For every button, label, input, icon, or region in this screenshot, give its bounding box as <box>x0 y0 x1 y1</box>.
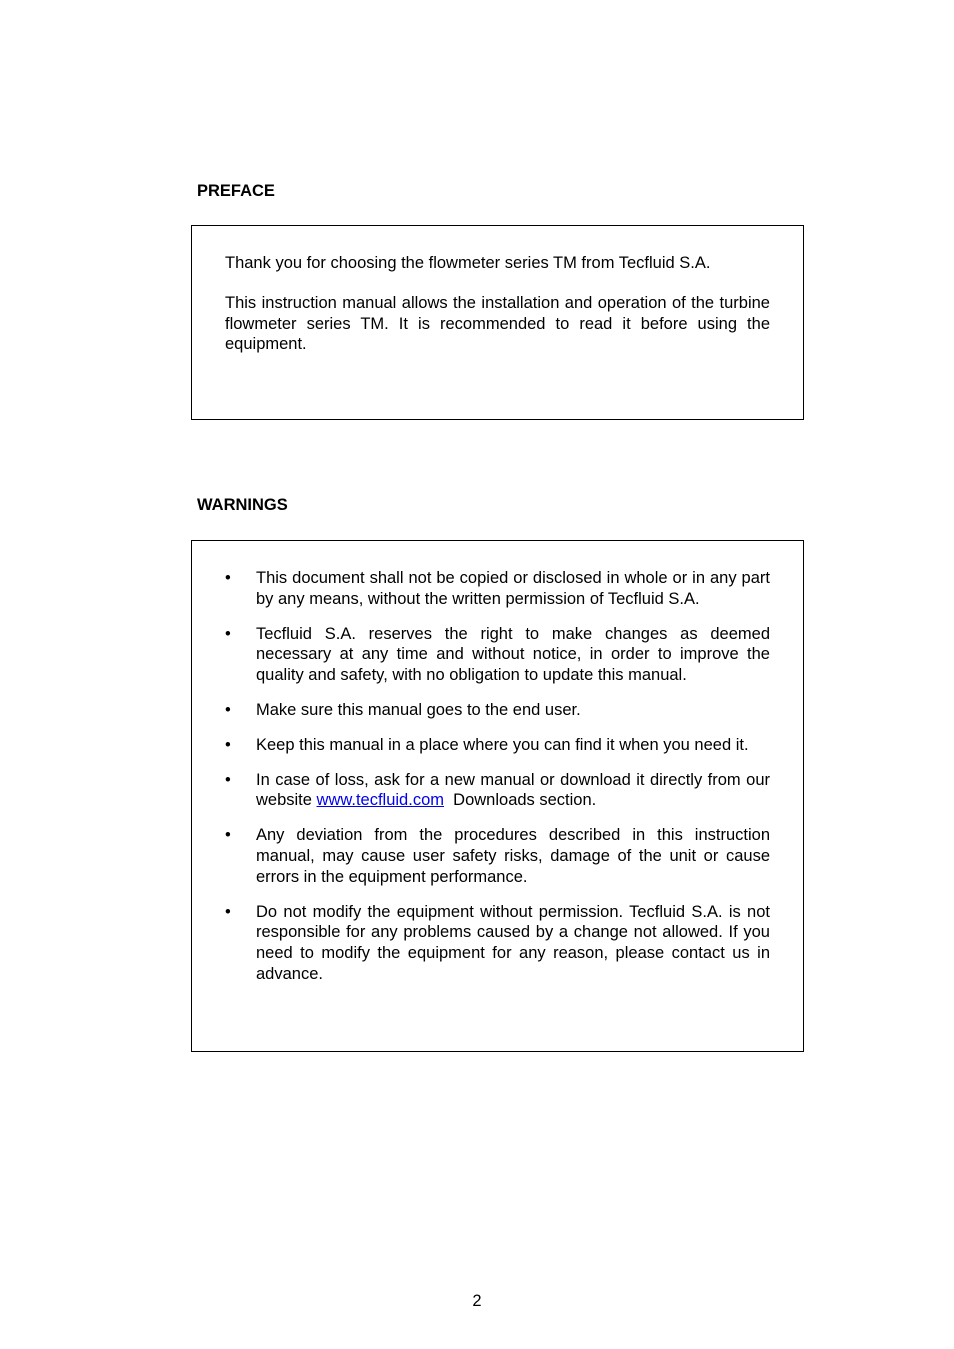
preface-heading: PREFACE <box>197 182 275 200</box>
warning-text: This document shall not be copied or disclosed in whole or in any part by any means, without the written permission of Tecfluid S.A. <box>256 569 770 608</box>
warnings-list <box>225 568 770 985</box>
warning-text-before-link: In case of loss, ask for a new manual or download it directly from our website <box>256 770 770 810</box>
warning-text: Keep this manual in a place where you can find it when you need it. <box>256 735 749 754</box>
warnings-heading: WARNINGS <box>197 496 288 514</box>
website-link[interactable]: www.tecfluid.com <box>316 791 444 810</box>
warning-item-copy <box>225 568 770 610</box>
warning-text: Do not modify the equipment without permission. Tecfluid S.A. is not responsible for any problems caused by a change not allowed. If you need to modify the equipment for any reason, please contact us in advance. <box>256 902 770 983</box>
bullet-icon: • <box>225 826 231 845</box>
warning-item-end-user <box>225 700 770 721</box>
bullet-icon: • <box>225 700 231 719</box>
bullet-icon: • <box>225 569 231 587</box>
warning-item-modify <box>225 902 770 985</box>
warning-text-after-link: Downloads section. <box>444 791 597 810</box>
warning-item-deviation <box>225 825 770 887</box>
warning-text: Make sure this manual goes to the end user. <box>256 700 581 719</box>
page-number: 2 <box>472 1292 482 1310</box>
warning-item-keep-manual <box>225 735 770 756</box>
warning-item-loss <box>225 770 770 812</box>
warning-text: Any deviation from the procedures described in this instruction manual, may cause user safety risks, damage of the unit or cause errors in the equipment performance. <box>256 826 770 886</box>
bullet-icon: • <box>225 735 231 754</box>
warnings-box <box>191 540 804 1052</box>
preface-paragraph-1: Thank you for choosing the flowmeter series TM from Tecfluid S.A. <box>225 254 711 272</box>
warning-text: Tecfluid S.A. reserves the right to make changes as deemed necessary at any time and without notice, in order to improve the quality and safety, with no obligation to update this manual. <box>256 624 770 685</box>
preface-box <box>191 225 804 420</box>
warning-item-changes <box>225 624 770 686</box>
bullet-icon: • <box>225 770 231 789</box>
bullet-icon: • <box>225 902 231 921</box>
bullet-icon: • <box>225 624 231 643</box>
preface-paragraph-2: This instruction manual allows the installation and operation of the turbine flowmeter series TM. It is recommended to read it before using the equipment. <box>225 293 770 354</box>
